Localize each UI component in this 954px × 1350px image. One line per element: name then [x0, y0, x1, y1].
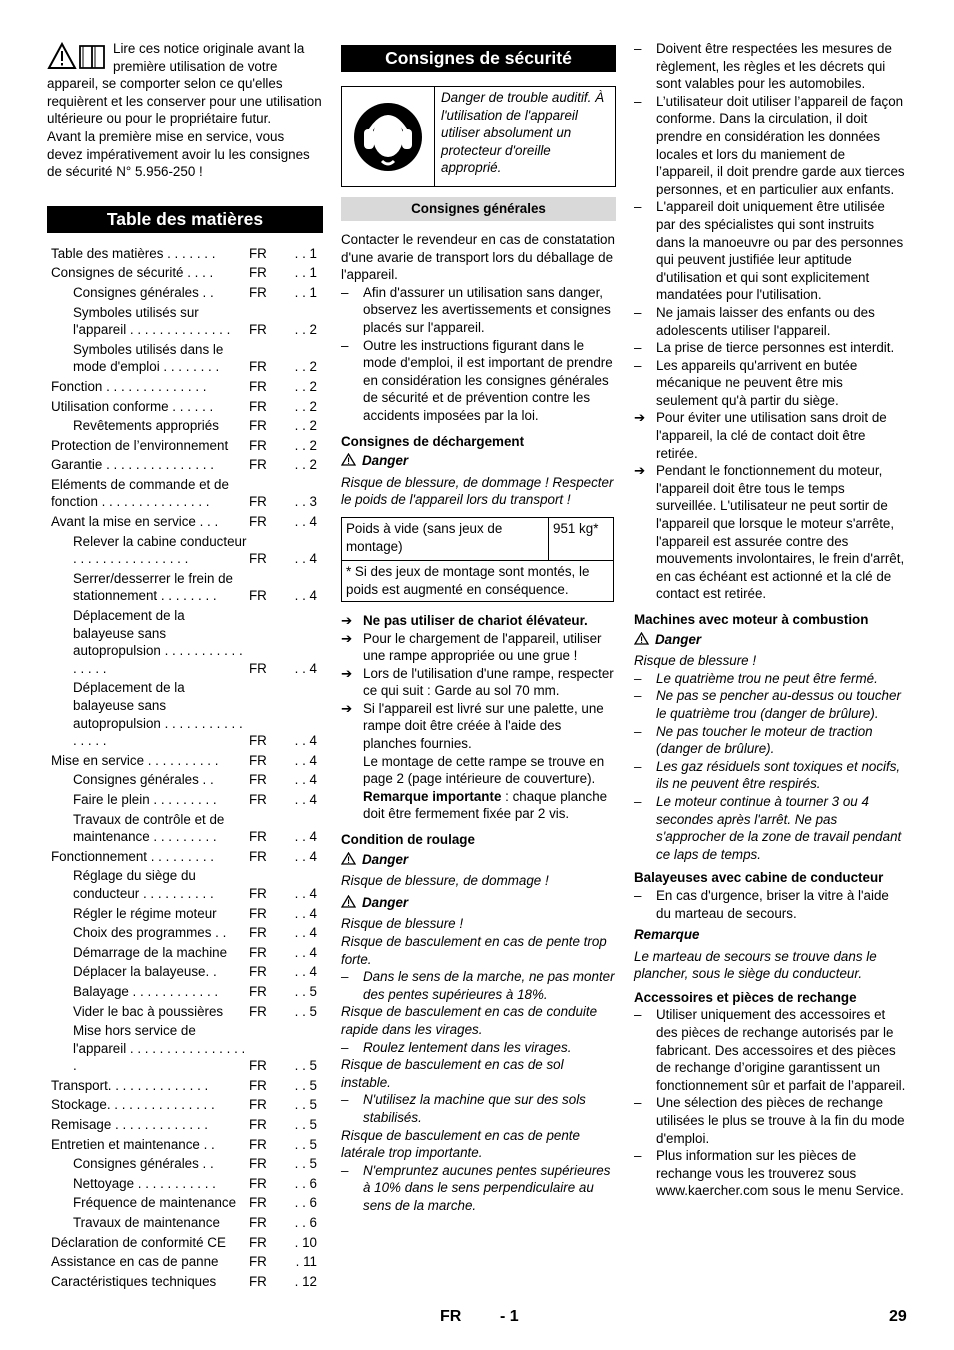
danger-heading: Danger: [341, 894, 616, 912]
toc-entry-lang: FR: [249, 322, 267, 338]
list-item: – En cas d'urgence, briser la vitre à l'aide du marteau de secours.: [634, 887, 906, 922]
list-item: – Les gaz résiduels sont toxiques et nocifs, ils ne peuvent être respirés.: [634, 758, 906, 793]
toc-entry[interactable]: [47, 264, 323, 282]
toc-entry-title: Consignes de sécurité . . . .: [51, 265, 214, 281]
toc-entry-title: Fonctionnement . . . . . . . . .: [51, 848, 214, 864]
toc-entry-title: Déplacer la balayeuse. .: [73, 964, 217, 980]
page-number: 29: [889, 1308, 907, 1325]
toc-entry[interactable]: [47, 304, 323, 339]
toc-entry-title: Caractéristiques techniques: [51, 1273, 217, 1289]
toc-entry[interactable]: [47, 1022, 323, 1075]
toc-entry-lang: FR: [249, 1136, 267, 1152]
accessories-list: [634, 1006, 906, 1200]
cabin-title: Balayeuses avec cabine de conducteur: [634, 870, 884, 886]
toc-entry-title: Transport. . . . . . . . . . . . . .: [51, 1077, 209, 1093]
toc-entry-title: Travaux de contrôle et de maintenance . . . . . . . . .: [73, 811, 225, 845]
toc-entry-title: Stockage. . . . . . . . . . . . . . .: [51, 1097, 215, 1113]
toc-entry-lang: FR: [249, 398, 267, 414]
toc-entry-page: . . 4: [294, 829, 317, 845]
toc-entry-title: Fonction . . . . . . . . . . . . . .: [51, 378, 207, 394]
toc-entry-title: Remisage . . . . . . . . . . . . .: [51, 1117, 209, 1133]
danger-heading: Danger: [634, 631, 906, 649]
combustion-title: Machines avec moteur à combustion: [634, 612, 869, 627]
toc-entry-page: . 12: [294, 1273, 317, 1289]
tip-list: [341, 1091, 616, 1126]
list-item: – Afin d'assurer un utilisation sans danger, observez les avertissements et consignes placés sur l'appareil.: [341, 284, 616, 337]
toc-entry-page: . 10: [294, 1234, 317, 1250]
toc-entry-page: . . 6: [294, 1175, 317, 1191]
toc-entry-title: Nettoyage . . . . . . . . . . .: [73, 1175, 216, 1191]
toc-entry[interactable]: [47, 1077, 323, 1095]
toc-entry-page: . . 5: [294, 983, 317, 999]
toc-entry[interactable]: [47, 791, 323, 809]
toc-entry[interactable]: [47, 437, 323, 455]
toc-entry[interactable]: [47, 341, 323, 376]
toc-entry[interactable]: [47, 284, 323, 302]
toc-entry[interactable]: [47, 1155, 323, 1173]
toc-entry-title: Démarrage de la machine: [73, 944, 228, 960]
toc-entry[interactable]: [47, 924, 323, 942]
toc-entry-title: Revêtements appropriés: [73, 418, 219, 434]
toc-entry-title: Faire le plein . . . . . . . . .: [73, 791, 217, 807]
warning-triangle-icon: [341, 453, 356, 466]
important-note: Remarque importante : chaque planche doit être fermement fixée par 2 vis.: [363, 788, 608, 822]
general-intro: Contacter le revendeur en cas de constatation d'une avarie de transport lors du déballage de l'appareil.: [341, 232, 615, 283]
unload-risk: Risque de blessure, de dommage ! Respecter le poids de l'appareil lors du transport !: [341, 474, 614, 508]
list-item: ➔ Pour éviter une utilisation sans droit de l'appareil, la clé de contact doit être retirée.: [634, 410, 887, 461]
toc-entry[interactable]: [47, 811, 323, 846]
toc-entry-lang: FR: [249, 284, 267, 300]
toc-entry[interactable]: [47, 983, 323, 1001]
toc-entry-page: . . 2: [294, 418, 317, 434]
toc-entry-title: Symboles utilisés sur l'appareil . . . . . . . . . . . . . .: [73, 304, 231, 338]
toc-entry-lang: FR: [249, 1195, 267, 1211]
toc-entry[interactable]: [47, 848, 323, 866]
toc-entry-lang: FR: [249, 791, 267, 807]
weight-value: 951 kg*: [549, 517, 614, 560]
toc-entry-lang: FR: [249, 457, 267, 473]
toc-entry-title: Consignes générales . .: [73, 1156, 214, 1172]
toc-entry-title: Relever la cabine conducteur . . . . . . . . . . . . . . . .: [73, 533, 247, 567]
toc-entry[interactable]: [47, 398, 323, 416]
list-item: – Ne pas toucher le moteur de traction (danger de brûlure).: [634, 723, 906, 758]
toc-entry-title: Réglage du siège du conducteur . . . . . . . . . .: [73, 868, 214, 901]
tip-text: Risque de basculement en cas de conduite rapide dans les virages.: [341, 1004, 598, 1037]
tip-text: Risque de basculement en cas de pente latérale trop importante.: [341, 1127, 580, 1161]
arrow-icon: ➔: [634, 463, 646, 479]
toc-entry-page: . 11: [295, 1254, 317, 1270]
toc-entry-page: . . 4: [294, 733, 317, 749]
toc-entry-page: . . 6: [294, 1195, 317, 1211]
toc-entry-page: . . 6: [294, 1215, 317, 1231]
ramp-text: Le montage de cette rampe se trouve en page 2 (page intérieure de couverture).: [363, 753, 605, 787]
arrow-icon: ➔: [341, 665, 353, 681]
toc-entry[interactable]: [47, 1175, 323, 1193]
unload-title: Consignes de déchargement: [341, 433, 525, 449]
toc-entry-lang: FR: [249, 1058, 267, 1074]
tip-text: Risque de basculement en cas de pente trop forte.: [341, 934, 607, 967]
toc-entry-title: Assistance en cas de panne: [51, 1254, 219, 1270]
toc-title: Table des matières: [47, 206, 323, 233]
column-left: [47, 40, 323, 1292]
toc-entry-page: . . 2: [294, 398, 317, 414]
weight-label: Poids à vide (sans jeux de montage): [342, 517, 549, 560]
toc-entry-lang: FR: [249, 551, 267, 567]
toc-entry[interactable]: [47, 771, 323, 789]
toc-entry[interactable]: [47, 533, 323, 568]
toc-entry-title: Travaux de maintenance: [73, 1215, 220, 1231]
toc-entry[interactable]: [47, 476, 323, 511]
list-item: – Doivent être respectées les mesures de règlement, les règles et les décrets qui sont valables pour les automobiles.: [634, 40, 906, 93]
toc-entry-page: . . 5: [294, 1156, 317, 1172]
list-item: – Plus information sur les pièces de rechange vous les trouverez sous www.kaercher.com sous le menu Service.: [634, 1147, 906, 1200]
arrow-icon: ➔: [341, 700, 353, 716]
toc-entry[interactable]: [47, 1234, 323, 1252]
list-item: – N'empruntez aucunes pentes supérieures à 10% dans le sens perpendiculaire au sens de la marche.: [341, 1162, 616, 1215]
toc-entry[interactable]: [47, 1136, 323, 1154]
toc-entry-page: . . 4: [294, 551, 317, 567]
list-item: – Utiliser uniquement des accessoires et des pièces de rechange autorisés par le fabricant. Des accessoires et des pièces de rechange d’origine garantissent un fonctionnement sûr et parfait de l’appareil.: [634, 1006, 906, 1094]
toc-entry-title: Régler le régime moteur: [73, 905, 217, 921]
intro-text: Lire ces notice originale avant la première utilisation de votre appareil, se comporter selon ce qu'elles requièrent et les conserver pour une utilisation ultérieure ou pour le propriétaire futur.: [47, 41, 322, 127]
toc-entry[interactable]: [47, 963, 323, 981]
toc-entry-lang: FR: [249, 925, 267, 941]
list-item: – L'appareil doit uniquement être utilisée par des spécialistes qui sont instruits dans la manoeuvre ou par des personnes qui peuvent justifiée leur aptitude d'utilisation et qui sont explicitement mandatées pour l'utilisation.: [634, 198, 906, 304]
toc-entry-page: . . 2: [294, 359, 317, 375]
toc-entry-title: Serrer/desserrer le frein de stationnement . . . . . . . .: [73, 570, 234, 604]
toc-entry-lang: FR: [249, 848, 267, 864]
toc-entry[interactable]: [47, 417, 323, 435]
toc-entry-title: Balayage . . . . . . . . . . . .: [73, 983, 219, 999]
toc-entry-title: Choix des programmes . .: [73, 925, 227, 941]
list-item: – Le quatrième trou ne peut être fermé.: [634, 670, 906, 688]
drive-risk-2: Risque de blessure !: [341, 916, 464, 932]
footer-lang: FR: [440, 1308, 462, 1325]
tip-text: Risque de basculement en cas de sol instable.: [341, 1057, 564, 1090]
list-item: ➔ Lors de l'utilisation d'une rampe, respecter ce qui suit : Garde au sol 70 mm.: [341, 665, 614, 699]
toc-entry[interactable]: [47, 1116, 323, 1134]
toc-entry-title: Garantie . . . . . . . . . . . . . . .: [51, 457, 214, 473]
rules-list: [634, 40, 906, 409]
toc-entry[interactable]: [47, 607, 323, 677]
toc-entry-title: Table des matières . . . . . . .: [51, 245, 216, 261]
toc-entry-lang: FR: [249, 1273, 267, 1289]
toc-entry-page: . . 5: [294, 1058, 317, 1074]
toc-entry-page: . . 4: [294, 514, 317, 530]
weight-table: [341, 517, 614, 602]
toc-entry[interactable]: [47, 867, 323, 902]
toc-entry-page: . . 4: [294, 944, 317, 960]
arrow-icon: ➔: [341, 612, 353, 628]
toc-entry-title: Eléments de commande et de fonction . . . . . . . . . . . . . . .: [51, 476, 229, 510]
toc-entry-lang: FR: [249, 359, 267, 375]
toc-entry[interactable]: [47, 905, 323, 923]
toc-entry-page: . . 4: [294, 791, 317, 807]
list-item: ➔ Si l'appareil est livré sur une palette, une rampe doit être créée à l'aide des planches fournies.: [341, 700, 604, 752]
toc-entry-lang: FR: [249, 1156, 267, 1172]
toc-entry[interactable]: [47, 1003, 323, 1021]
list-item: – Ne pas se pencher au-dessus ou toucher le quatrième trou (danger de brûlure).: [634, 687, 906, 722]
toc-entry-title: Déclaration de conformité CE: [51, 1234, 226, 1250]
warning-triangle-icon: [634, 632, 649, 645]
list-item: ➔ Pour le chargement de l'appareil, utiliser une rampe appropriée ou une grue !: [341, 630, 602, 664]
note-label: Remarque: [634, 927, 700, 943]
toc-entry-lang: FR: [249, 437, 267, 453]
list-item: – Le moteur continue à tourner 3 ou 4 secondes après l'arrêt. Ne pas s'approcher de la zone de travail pendant ce laps de temps.: [634, 793, 906, 863]
toc-entry-page: . . 4: [294, 905, 317, 921]
toc-entry-title: Avant la mise en service . . .: [51, 514, 219, 530]
toc-entry[interactable]: [47, 944, 323, 962]
list-item: – Roulez lentement dans les virages.: [341, 1039, 616, 1057]
cabin-list: [634, 887, 906, 922]
toc-entry-page: . . 4: [294, 964, 317, 980]
toc-entry[interactable]: [47, 1096, 323, 1114]
list-item: – Une sélection des pièces de rechange utilisées le plus se trouve à la fin du mode d'emploi.: [634, 1094, 906, 1147]
toc-entry-lang: FR: [249, 885, 267, 901]
drive-risk-1: Risque de blessure, de dommage !: [341, 873, 549, 889]
toc-entry[interactable]: [47, 513, 323, 531]
list-item: – L’utilisateur doit utiliser l’appareil de façon conforme. Dans la circulation, il doit prendre en considération les données locales et lors du maniement de l’appareil, il doit prendre garde aux tierces personnes, et en particulier aux enfants.: [634, 93, 906, 199]
danger-heading: Danger: [341, 452, 616, 470]
toc-entry[interactable]: [47, 245, 323, 263]
list-item: ➔ Pendant le fonctionnement du moteur, l'appareil doit être tous le temps surveillée. L'utilisateur ne peut sortir de l'appareil que lorsque le moteur s'arrête, l'appareil est assurée contre des mouvements involontaires, le frein d'arrêt, en cas échéant est actionné et la clé de contact est retirée.: [634, 463, 905, 602]
safety-title: Consignes de sécurité: [341, 45, 616, 72]
toc-entry-lang: FR: [249, 378, 267, 394]
toc-entry-lang: FR: [249, 1175, 267, 1191]
toc-entry-page: . . 4: [294, 660, 317, 676]
toc-entry-page: . . 4: [294, 772, 317, 788]
toc-entry-lang: FR: [249, 1234, 267, 1250]
combustion-list: [634, 670, 906, 864]
toc-entry-lang: FR: [249, 514, 267, 530]
column-middle: [341, 45, 616, 1215]
toc-entry-title: Symboles utilisés dans le mode d'emploi . . . . . . . .: [73, 341, 224, 375]
toc-entry-page: . . 5: [294, 1117, 317, 1133]
arrow-list: [341, 612, 616, 753]
toc-entry-lang: FR: [249, 265, 267, 281]
toc-entry[interactable]: [47, 752, 323, 770]
toc-entry-lang: FR: [249, 733, 267, 749]
toc-entry-lang: FR: [249, 494, 267, 510]
danger-heading: Danger: [341, 851, 616, 869]
weight-note: * Si des jeux de montage sont montés, le poids est augmenté en conséquence.: [342, 560, 614, 601]
ear-protection-icon: [352, 101, 424, 173]
toc-entry-lang: FR: [249, 1003, 267, 1019]
toc-entry[interactable]: [47, 1194, 323, 1212]
toc-entry-title: Consignes générales . .: [73, 772, 214, 788]
toc-entry-title: Vider le bac à poussières: [73, 1003, 224, 1019]
toc-entry-lang: FR: [249, 1117, 267, 1133]
list-item: – Outre les instructions figurant dans le mode d'emploi, il est important de prendre en considération les consignes générales de sécurité et de prévention contre les accidents imposées par la loi.: [341, 337, 616, 425]
toc-entry[interactable]: [47, 679, 323, 749]
general-title: Consignes générales: [341, 197, 616, 221]
intro-warning-text: Avant la première mise en service, vous devez impérativement avoir lu les consignes de sécurité N° 5.956-250 !: [47, 128, 310, 180]
toc-entry-lang: FR: [249, 964, 267, 980]
toc-entry-lang: FR: [249, 944, 267, 960]
combustion-risk: Risque de blessure !: [634, 653, 757, 669]
toc-entry-page: . . 4: [294, 925, 317, 941]
arrow-list: [634, 409, 906, 603]
list-item: ➔ Ne pas utiliser de chariot élévateur.: [341, 612, 588, 628]
toc-entry-page: . . 4: [294, 752, 317, 768]
toc-entry-page: . . 2: [294, 322, 317, 338]
toc-entry[interactable]: [47, 456, 323, 474]
warning-triangle-icon: [341, 895, 356, 908]
toc-entry-page: . . 1: [294, 265, 317, 281]
warning-triangle-icon: [341, 852, 356, 865]
list-item: – Ne jamais laisser des enfants ou des adolescents utiliser l'appareil.: [634, 304, 906, 339]
toc-entry-page: . . 2: [294, 378, 317, 394]
arrow-icon: ➔: [341, 630, 353, 646]
list-item: – Dans le sens de la marche, ne pas monter des pentes supérieures à 18%.: [341, 968, 616, 1003]
toc-entry-lang: FR: [249, 772, 267, 788]
list-item: – N'utilisez la machine que sur des sols stabilisés.: [341, 1091, 616, 1126]
toc-entry-page: . . 3: [294, 494, 317, 510]
general-list: [341, 284, 616, 425]
toc-entry-title: Déplacement de la balayeuse sans autopropulsion . . . . . . . . . . . . . . . .: [73, 608, 243, 676]
toc-entry-title: Fréquence de maintenance: [73, 1195, 237, 1211]
arrow-icon: ➔: [634, 410, 646, 426]
accessories-title: Accessoires et pièces de rechange: [634, 989, 857, 1005]
list-item: – Les appareils qu'arrivent en butée mécanique ne peuvent être mis seulement qu'à partir du siège.: [634, 357, 906, 410]
hearing-hazard-box: [341, 86, 616, 187]
table-of-contents: [47, 245, 323, 1291]
toc-entry-title: Protection de l’environnement: [51, 437, 229, 453]
hazard-text: Danger de trouble auditif. À l'utilisation de l'appareil utiliser absolument un protecteur d'oreille approprié.: [441, 90, 605, 176]
toc-entry-lang: FR: [249, 660, 267, 676]
toc-entry-lang: FR: [249, 752, 267, 768]
toc-entry-lang: FR: [249, 588, 267, 604]
toc-entry[interactable]: [47, 1273, 323, 1291]
toc-entry-page: . . 4: [294, 848, 317, 864]
toc-entry-page: . . 5: [294, 1136, 317, 1152]
column-right: [634, 40, 906, 1200]
toc-entry-page: . . 2: [294, 437, 317, 453]
tip-list: [341, 968, 616, 1003]
toc-entry[interactable]: [47, 1253, 323, 1271]
toc-entry-lang: FR: [249, 245, 267, 261]
toc-entry-lang: FR: [249, 1254, 267, 1270]
toc-entry-lang: FR: [249, 1215, 267, 1231]
list-item: – La prise de tierce personnes est interdit.: [634, 339, 906, 357]
toc-entry-page: . . 5: [294, 1097, 317, 1113]
toc-entry-page: . . 5: [294, 1003, 317, 1019]
footer-local-page: - 1: [500, 1308, 519, 1325]
toc-entry-lang: FR: [249, 1077, 267, 1093]
toc-entry[interactable]: [47, 570, 323, 605]
toc-entry-page: . . 4: [294, 885, 317, 901]
toc-entry-lang: FR: [249, 418, 267, 434]
tip-list: [341, 1162, 616, 1215]
toc-entry-title: Mise hors service de l'appareil . . . . . . . . . . . . . . . . .: [73, 1023, 246, 1074]
toc-entry-title: Consignes générales . .: [73, 284, 214, 300]
toc-entry-title: Entretien et maintenance . .: [51, 1136, 215, 1152]
toc-entry-page: . . 2: [294, 457, 317, 473]
toc-entry[interactable]: [47, 378, 323, 396]
toc-entry-page: . . 5: [294, 1077, 317, 1093]
tip-list: [341, 1039, 616, 1057]
toc-entry-title: Mise en service . . . . . . . . . .: [51, 752, 219, 768]
toc-entry[interactable]: [47, 1214, 323, 1232]
toc-entry-page: . . 4: [294, 588, 317, 604]
toc-entry-lang: FR: [249, 983, 267, 999]
toc-entry-lang: FR: [249, 1097, 267, 1113]
toc-entry-title: Utilisation conforme . . . . . .: [51, 398, 214, 414]
toc-entry-lang: FR: [249, 905, 267, 921]
toc-entry-page: . . 1: [294, 284, 317, 300]
note-text: Le marteau de secours se trouve dans le plancher, sous le siège du conducteur.: [634, 948, 877, 982]
toc-entry-page: . . 1: [294, 245, 317, 261]
toc-entry-lang: FR: [249, 829, 267, 845]
toc-entry-title: Déplacement de la balayeuse sans autopropulsion . . . . . . . . . . . . . . . .: [73, 680, 243, 749]
warning-manual-icon: [47, 42, 107, 70]
intro-block: [47, 40, 323, 181]
drive-title: Condition de roulage: [341, 832, 475, 848]
